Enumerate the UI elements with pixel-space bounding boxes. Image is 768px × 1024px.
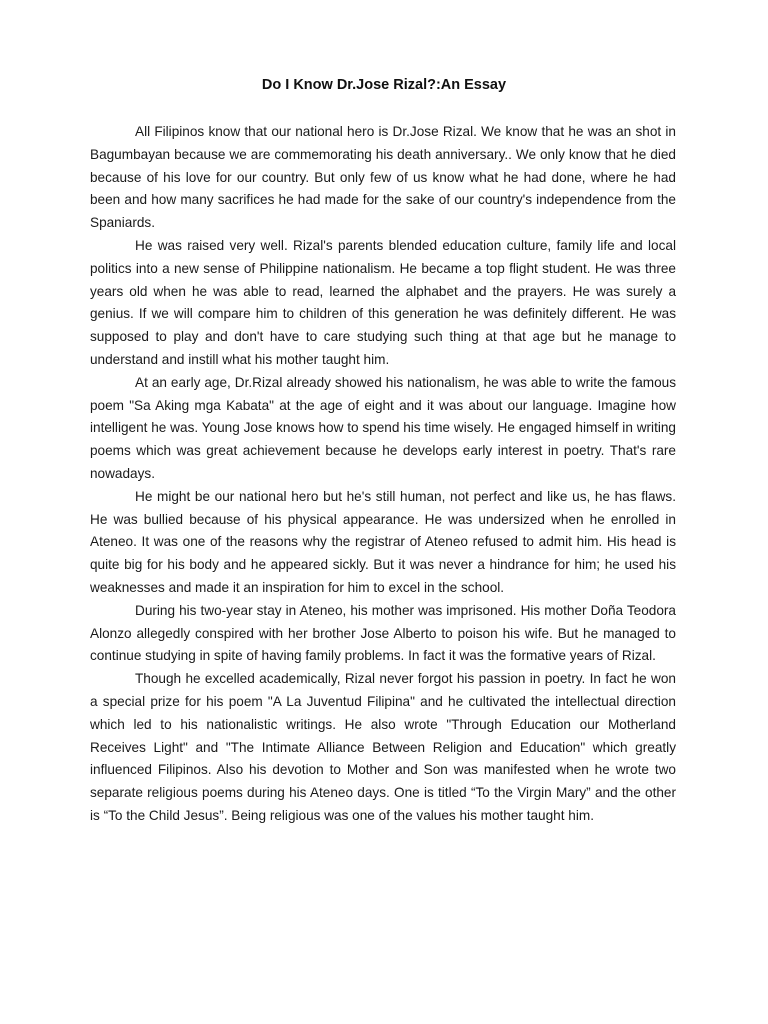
essay-body (90, 121, 676, 828)
essay-paragraph: During his two-year stay in Ateneo, his mother was imprisoned. His mother Doña Teodora Alonzo allegedly conspired with her brother Jose Alberto to poison his wife. But he managed to continue studying in spite of having family problems. In fact it was the formative years of Rizal. (90, 602, 676, 664)
essay-paragraph: He was raised very well. Rizal's parents blended education culture, family life and local politics into a new sense of Philippine nationalism. He became a top flight student. He was three years old when he was able to read, learned the alphabet and the prayers. He was surely a genius. If we will compare him to children of this generation he was definitely different. He was supposed to play and don't have to care studying such thing at that age but he manage to understand and instill what his mother taught him. (90, 237, 676, 367)
essay-paragraph: He might be our national hero but he's still human, not perfect and like us, he has flaws. He was bullied because of his physical appearance. He was undersized when he enrolled in Ateneo. It was one of the reasons why the registrar of Ateneo refused to admit him. His head is quite big for his body and he appeared sickly. But it was never a hindrance for him; he used his weaknesses and made it an inspiration for him to excel in the school. (90, 488, 676, 595)
essay-paragraph: At an early age, Dr.Rizal already showed his nationalism, he was able to write the famous poem "Sa Aking mga Kabata" at the age of eight and it was about our language. Imagine how intelligent he was. Young Jose knows how to spend his time wisely. He engaged himself in writing poems which was great achievement because he develops early interest in poetry. That's rare nowadays. (90, 374, 676, 481)
essay-paragraph: Though he excelled academically, Rizal never forgot his passion in poetry. In fact he won a special prize for his poem "A La Juventud Filipina" and he cultivated the intellectual direction which led to his nationalistic writings. He also wrote "Through Education our Motherland Receives Light" and "The Intimate Alliance Between Religion and Education" which greatly influenced Filipinos. Also his devotion to Mother and Son was manifested when he wrote two separate religious poems during his Ateneo days. One is titled “To the Virgin Mary” and the other is “To the Child Jesus”. Being religious was one of the values his mother taught him. (90, 671, 676, 823)
essay-paragraph: All Filipinos know that our national hero is Dr.Jose Rizal. We know that he was an shot in Bagumbayan because we are commemorating his death anniversary.. We only know that he died because of his love for our country. But only few of us know what he had done, where he had been and how many sacrifices he had made for the sake of our country's independence from the Spaniards. (90, 124, 676, 231)
essay-title: Do I Know Dr.Jose Rizal?:An Essay (261, 77, 507, 93)
